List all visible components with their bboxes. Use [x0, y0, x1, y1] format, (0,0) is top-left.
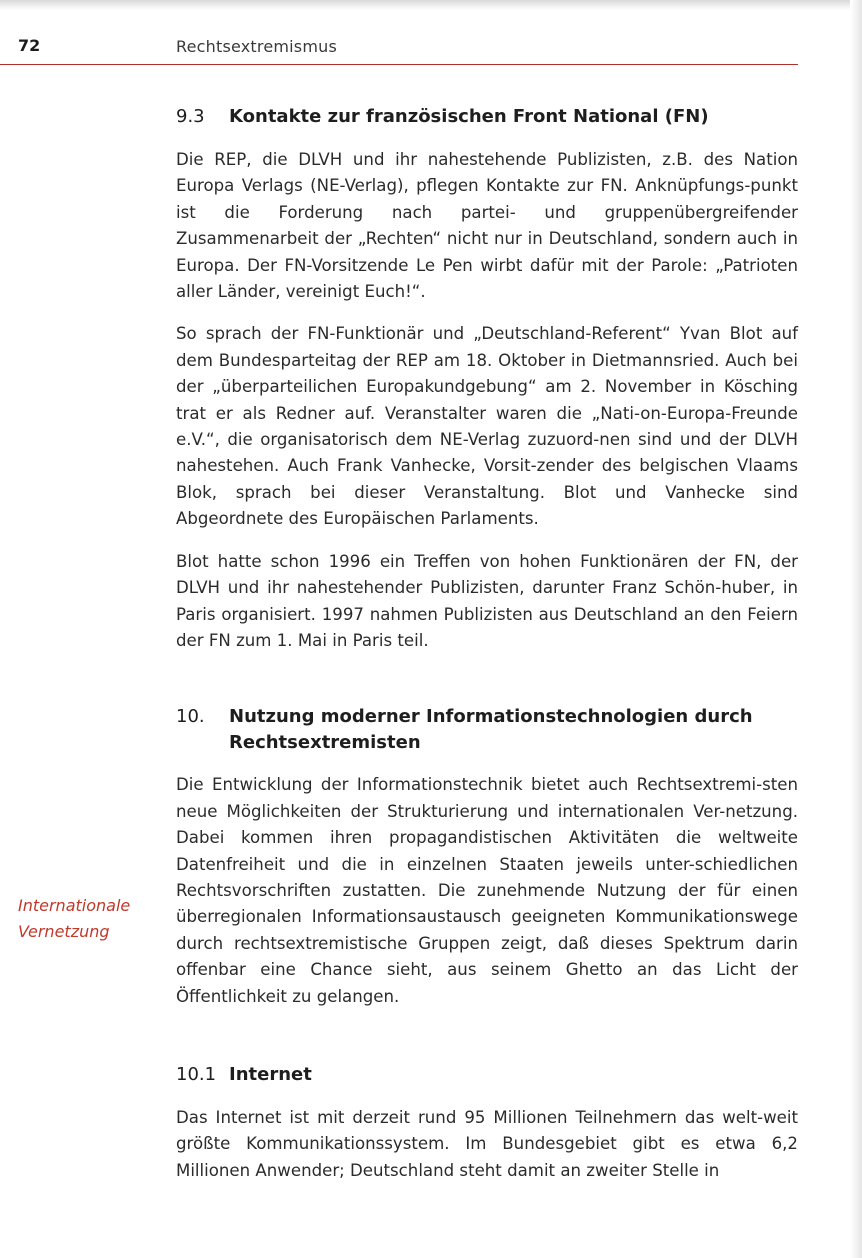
header-rule	[0, 64, 798, 65]
section-number: 10.	[176, 706, 205, 728]
section-title	[229, 704, 753, 756]
main-content	[176, 104, 798, 1184]
section-heading-10-1	[176, 1062, 798, 1088]
margin-note-line-1: Internationale	[18, 896, 131, 915]
section-title-line-2: Rechtsextremisten	[229, 732, 421, 754]
margin-note-line-2: Vernetzung	[18, 922, 110, 941]
section-number: 9.3	[176, 106, 205, 127]
paragraph: So sprach der FN-Funktionär und „Deutschland-Referent“ Yvan Blot auf dem Bundesparteitag der REP am 18. Oktober in Dietmannsried. Auch bei der „überparteilichen Europakundgebung“ am 2. November in Kösching trat er als Redner auf. Veranstalter waren die „Nati-on-Europa-Freunde e.V.“, die organisatorisch dem NE-Verlag zuzuord-nen sind und der DLVH nahestehen. Auch Frank Vanhecke, Vorsit-zender des belgischen Vlaams Blok, sprach bei dieser Veranstaltung. Blot und Vanhecke sind Abgeordnete des Europäischen Parlaments.	[176, 324, 798, 529]
section-title-line-1: Nutzung moderner Informationstechnologien durch	[229, 706, 753, 728]
page-number: 72	[18, 36, 41, 55]
page-header	[0, 36, 798, 66]
margin-note	[18, 893, 130, 945]
paragraph: Blot hatte schon 1996 ein Treffen von hohen Funktionären der FN, der DLVH und ihr nahestehender Publizisten, darunter Franz Schön-huber, in Paris organisiert. 1997 nahmen Publizisten aus Deutschland an den Feiern der FN zum 1. Mai in Paris teil.	[176, 551, 798, 650]
paragraph: Das Internet ist mit derzeit rund 95 Millionen Teilnehmern das welt-weit größte Kommunikationssystem. Im Bundesgebiet gibt es etwa 6,2 Millionen Anwender; Deutschland steht damit an zweiter Stelle in	[176, 1107, 798, 1180]
section-title: Kontakte zur französischen Front National (FN)	[229, 106, 709, 127]
paragraph: Die REP, die DLVH und ihr nahestehende Publizisten, z.B. des Nation Europa Verlags (NE-Verlag), pflegen Kontakte zur FN. Anknüpfungs-punkt ist die Forderung nach partei- und gruppenübergreifender Zusammenarbeit der „Rechten“ nicht nur in Deutschland, sondern auch in Europa. Der FN-Vorsitzende Le Pen wirbt dafür mit der Parole: „Patrioten aller Länder, vereinigt Euch!“.	[176, 150, 798, 302]
paragraph: Die Entwicklung der Informationstechnik bietet auch Rechtsextremi-sten neue Möglichkeiten der Strukturierung und internationalen Ver-netzung. Dabei kommen ihren propagandistischen Aktivitäten die weltweite Datenfreiheit und die in einzelnen Staaten jeweils unter-schiedlichen Rechtsvorschriften zustatten. Die zunehmende Nutzung der für einen überregionalen Informationsaustausch geeigneten Kommunikationswege durch rechtsextremistische Gruppen zeigt, daß dieses Spektrum darin offenbar eine Chance sieht, aus seinem Ghetto an das Licht der Öffentlichkeit zu gelangen.	[176, 775, 798, 1006]
section-heading-9-3	[176, 104, 798, 130]
section-heading-10	[176, 704, 798, 756]
running-title: Rechtsextremismus	[176, 37, 337, 56]
section-number: 10.1	[176, 1063, 217, 1085]
section-title: Internet	[229, 1063, 312, 1085]
page-right-shadow	[850, 0, 862, 1258]
page-top-shadow	[0, 0, 862, 10]
